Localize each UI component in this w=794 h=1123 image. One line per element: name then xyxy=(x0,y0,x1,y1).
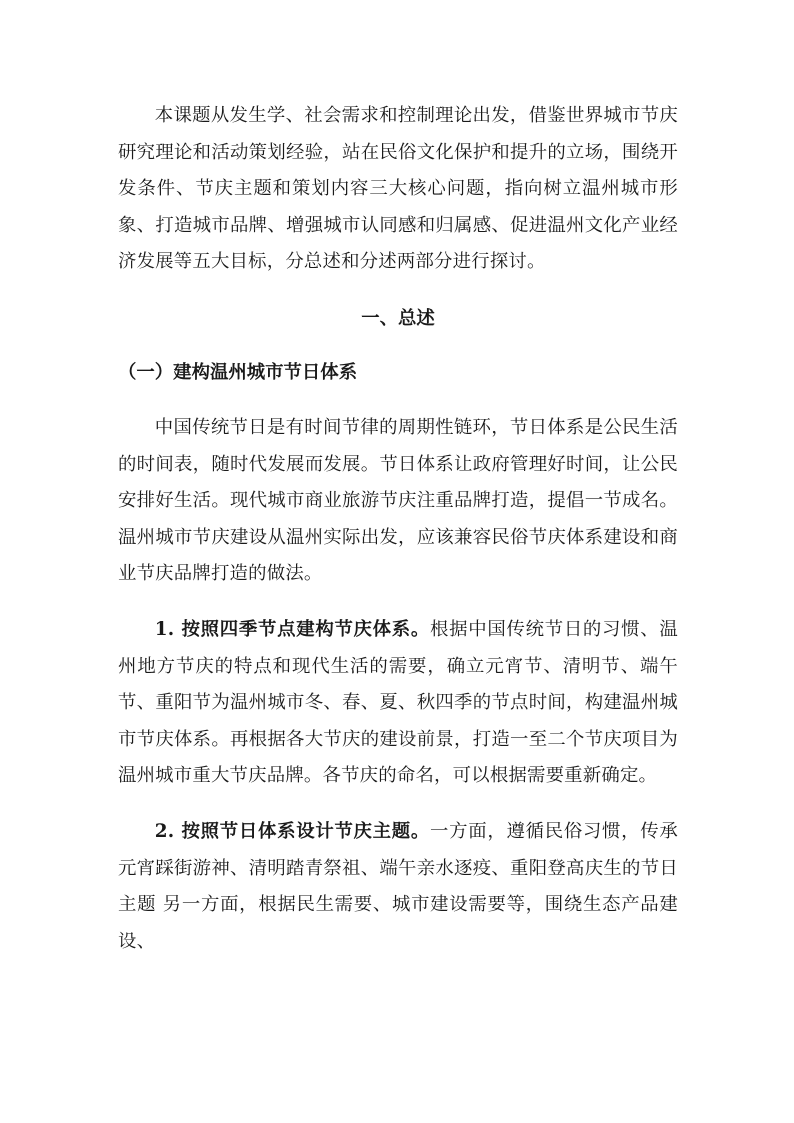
list-item-1-text: 根据中国传统节日的习惯、温州地方节庆的特点和现代生活的需要，确立元宵节、清明节、端午节、重阳节为温州城市冬、春、夏、秋四季的节点时间，构建温州城市节庆体系。再根据各大节庆的建设前景，打造一至二个节庆项目为温州城市重大节庆品牌。各节庆的命名，可以根据需要重新确定。 xyxy=(118,618,678,787)
list-item-1 xyxy=(118,612,678,795)
subsection-title: （一）建构温州城市节日体系 xyxy=(118,361,358,383)
body-paragraph-1: 中国传统节日是有时间节律的周期性链环，节日体系是公民生活的时间表，随时代发展而发展。节日体系让政府管理好时间，让公民安排好生活。现代城市商业旅游节庆注重品牌打造，提倡一节成名。温州城市节庆建设从温州实际出发，应该兼容民俗节庆体系建设和商业节庆品牌打造的做法。 xyxy=(118,416,678,585)
section-title: 一、总述 xyxy=(361,307,435,329)
intro-paragraph: 本课题从发生学、社会需求和控制理论出发，借鉴世界城市节庆研究理论和活动策划经验，站在民俗文化保护和提升的立场，围绕开发条件、节庆主题和策划内容三大核心问题，指向树立温州城市形象、打造城市品牌、增强城市认同感和归属感、促进温州文化产业经济发展等五大目标，分总述和分述两部分进行探讨。 xyxy=(118,105,678,273)
list-item-1-lead: 1. 按照四季节点建构节庆体系。 xyxy=(154,618,431,640)
document-page xyxy=(118,98,678,960)
list-item-2-lead: 2. 按照节日体系设计节庆主题。 xyxy=(154,820,431,842)
list-item-2 xyxy=(118,814,678,960)
list-item-2-text: 一方面，遵循民俗习惯，传承元宵踩街游神、清明踏青祭祖、端午亲水逐疫、重阳登高庆生的节日主题 另一方面，根据民生需要、城市建设需要等，围绕生态产品建设、 xyxy=(118,820,678,952)
